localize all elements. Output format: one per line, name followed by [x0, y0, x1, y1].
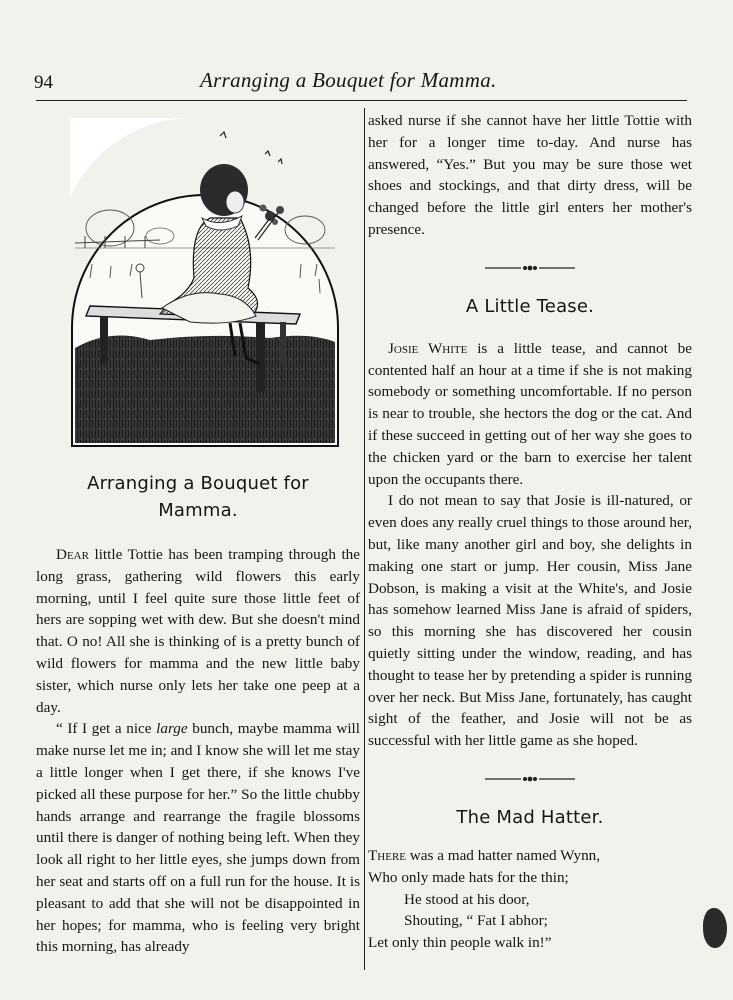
drop-word: Dear: [56, 546, 89, 563]
right-column: [368, 110, 692, 954]
heading-line-1: Arranging a Bouquet for: [87, 473, 309, 494]
poem-text: was a mad hatter named Wynn,: [406, 846, 601, 864]
bouquet-paragraph-continued: asked nurse if she cannot have her little Tottie with her for a longer time to-day. And nurse has answered, “Yes.” But you may be sure those wet shoes and stockings, and that dirty dress, will be changed before the little girl enters her mother's presence.: [368, 112, 692, 238]
running-title: Arranging a Bouquet for Mamma.: [200, 68, 497, 92]
left-column: [36, 108, 360, 958]
bouquet-paragraph-2: [36, 718, 360, 958]
tease-paragraph-2: I do not mean to say that Josie is ill-natured, or even does any really cruel things to those around her, but, like many another girl and boy, she delights in making one start or jump. Her cousin, Miss Jane Dobson, is making a visit at the White's, and Josie has somehow learned Miss Jane is afraid of spiders, so this morning she has discovered her cousin quietly sitting under the window, reading, and has thought to tease her by pretending a spider is running over her neck. But Miss Jane, fortunately, has caught sight of the feather, and Josie will not be as successful with her little game as she hoped.: [368, 492, 692, 750]
tease-paragraph-1: [368, 338, 692, 491]
paragraph-text: is a little tease, and cannot be contented half an hour at a time if she is not making somebody or something uncomfortable. If no person is near to trouble, she hectors the dog or the cat. And if these succeed in getting out of her way she goes to the chicken yard or the barn to exercise her talent upon the occupants there.: [368, 339, 692, 488]
poem-line-3: He stood at his door,: [404, 890, 530, 908]
poem-line-2: Who only made hats for the thin;: [368, 868, 569, 886]
drop-word: There: [368, 846, 406, 864]
story-heading-bouquet: [36, 470, 360, 524]
ink-blot-mark: [703, 908, 727, 948]
story-heading-tease: A Little Tease.: [465, 295, 595, 317]
section-ornament: [485, 774, 575, 784]
story-heading-hatter: The Mad Hatter.: [456, 806, 604, 828]
header-rule: [36, 100, 687, 101]
section-ornament: [485, 263, 575, 273]
illustration-drawing: [70, 118, 340, 448]
poem-line-1: [368, 845, 692, 867]
poem-line-5: Let only thin people walk in!”: [368, 934, 552, 952]
page-number: 94: [34, 72, 53, 93]
hatter-poem: [368, 845, 692, 954]
paragraph-text: little Tottie has been tramping through the long grass, gathering wild flowers this early morning, until I feel quite sure those little feet of hers are sopping wet with dew. But she doesn't mind that. O no! All she is thinking of is a pretty bunch of wild flowers for mamma and the new little baby sister, which nurse only lets her take one peep at a day.: [36, 546, 360, 716]
column-divider: [364, 108, 365, 970]
drop-word: Josie White: [388, 339, 468, 357]
paragraph-text: bunch, maybe mamma will make nurse let me in; and I know she will let me stay a little longer when I get there, if she knows I've picked all these purpose for her.” So the little chubby hands arrange and rearrange the fragile blossoms until there is danger of nothing being left. When they look all right to her little eyes, she jumps down from her seat and starts off on a full run for the house. It is pleasant to add that she will not be disappointed in her hopes; for mamma, who is feeling very bright this morning, has already: [36, 720, 360, 956]
bouquet-paragraph-1: [36, 544, 360, 718]
girl-on-bench-illustration: [70, 118, 340, 448]
emphasis-text: large: [156, 720, 188, 738]
heading-line-2: Mamma.: [158, 500, 238, 521]
paragraph-text: “ If I get a nice: [56, 720, 157, 738]
poem-line-4: Shouting, “ Fat I abhor;: [404, 912, 548, 930]
